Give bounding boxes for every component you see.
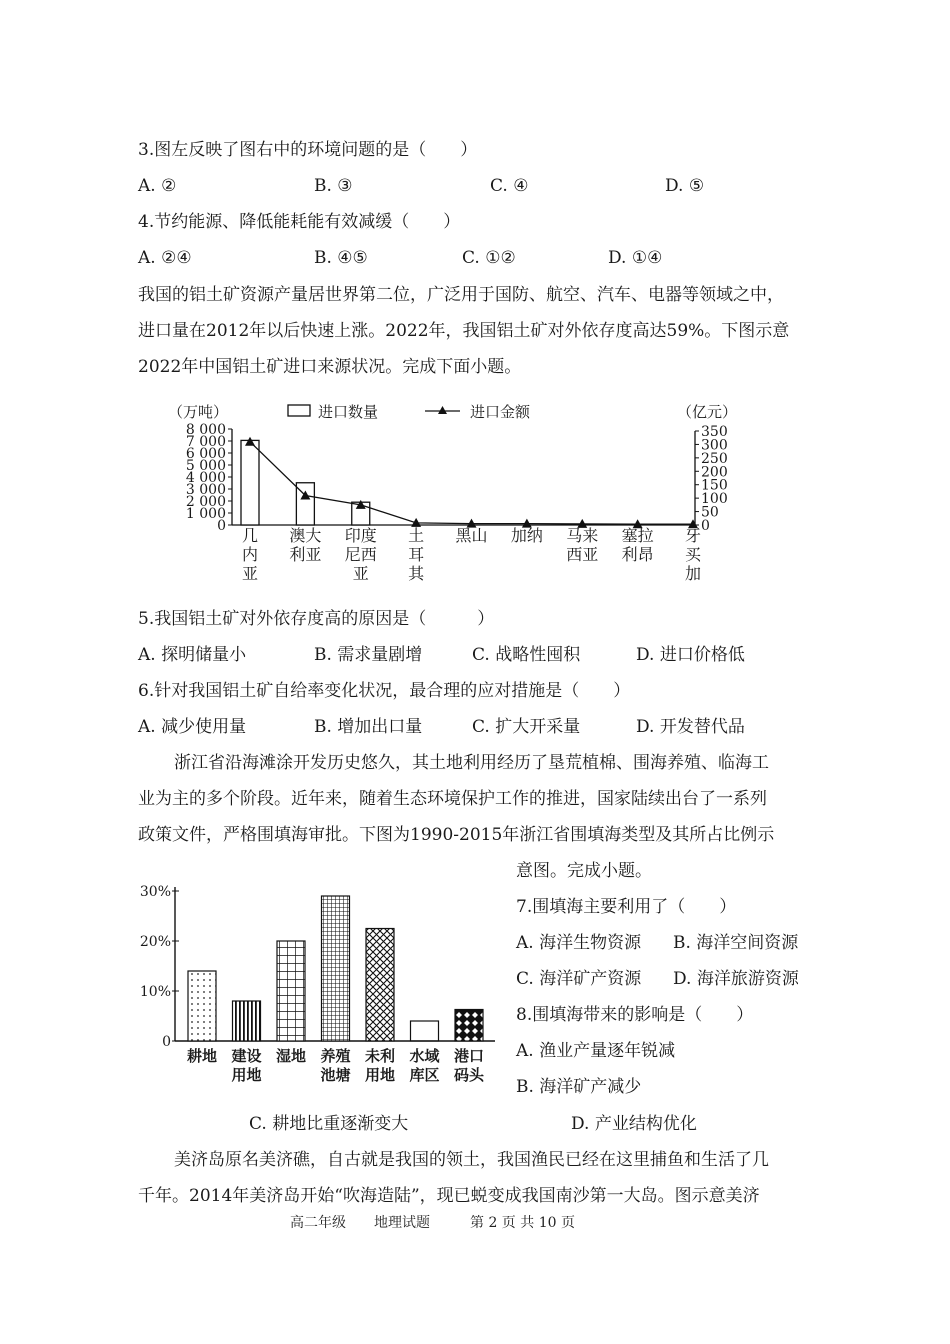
q7-stem: 7.围填海主要利用了（ ） xyxy=(516,897,737,917)
passage-meiji-line-2: 千年。2014年美济岛开始“吹海造陆”，现已蜕变成我国南沙第一大岛。图示意美济 xyxy=(138,1186,760,1206)
right-axis-unit: （亿元） xyxy=(677,403,738,421)
q8-option-a[interactable]: A. 渔业产量逐年锐减 xyxy=(516,1041,676,1061)
category-label: 用地 xyxy=(364,1066,396,1084)
right-tick-label: 250 xyxy=(701,450,728,467)
category-label: 印度 xyxy=(344,526,377,545)
y-tick-label: 10% xyxy=(139,984,171,1000)
q3-stem: 3.图左反映了图右中的环境问题的是（ ） xyxy=(138,140,478,160)
category-label: 其 xyxy=(408,564,425,583)
passage-bauxite-line-3: 2022年中国铝土矿进口来源状况。完成下面小题。 xyxy=(138,357,522,377)
y-tick-label: 30% xyxy=(139,884,171,900)
left-tick-label: 0 xyxy=(217,518,226,534)
category-label: 塞拉 xyxy=(621,526,654,545)
left-tick-label: 1 000 xyxy=(185,506,226,522)
q5-option-a[interactable]: A. 探明储量小 xyxy=(138,645,247,665)
q5-option-b[interactable]: B. 需求量剧增 xyxy=(314,645,423,665)
footer-subject: 地理试题 xyxy=(374,1215,430,1231)
quantity-bar xyxy=(241,440,259,525)
category-label: 湿地 xyxy=(275,1047,307,1065)
right-tick-label: 100 xyxy=(701,491,728,508)
category-label: 亚 xyxy=(352,564,369,583)
bauxite-import-chart xyxy=(160,395,760,590)
q4-stem: 4.节约能源、降低能耗能有效减缓（ ） xyxy=(138,212,461,232)
reclamation-type-chart xyxy=(135,875,500,1090)
category-label: 马来 xyxy=(566,526,599,545)
legend-amount-label: 进口金额 xyxy=(470,403,531,421)
q6-option-d[interactable]: D. 开发替代品 xyxy=(636,717,745,737)
y-tick-label: 0 xyxy=(162,1034,171,1050)
q7-option-d[interactable]: D. 海洋旅游资源 xyxy=(673,969,799,989)
category-label: 池塘 xyxy=(320,1066,351,1084)
category-bar xyxy=(233,1001,261,1041)
q3-option-a[interactable]: A. ② xyxy=(138,176,177,196)
category-label: 水域 xyxy=(409,1047,440,1065)
category-label: 码头 xyxy=(453,1066,485,1084)
category-label: 耳 xyxy=(408,545,425,564)
passage-bauxite-line-2: 进口量在2012年以后快速上涨。2022年，我国铝土矿对外依存度高达59%。下图示意 xyxy=(138,321,790,341)
left-tick-label: 8 000 xyxy=(185,422,226,438)
category-label: 利昂 xyxy=(621,545,654,564)
category-bar xyxy=(366,929,394,1042)
right-tick-label: 0 xyxy=(701,518,710,534)
q4-option-d[interactable]: D. ①④ xyxy=(608,248,663,268)
category-label: 建设 xyxy=(231,1047,262,1065)
q7-option-a[interactable]: A. 海洋生物资源 xyxy=(516,933,642,953)
category-label: 西亚 xyxy=(566,545,599,564)
q5-option-d[interactable]: D. 进口价格低 xyxy=(636,645,745,665)
q4-option-a[interactable]: A. ②④ xyxy=(138,248,192,268)
left-tick-label: 5 000 xyxy=(185,458,226,474)
left-tick-label: 4 000 xyxy=(185,470,226,486)
category-label: 耕地 xyxy=(186,1047,218,1065)
amount-line xyxy=(250,442,693,524)
passage-bauxite-line-1: 我国的铝土矿资源产量居世界第二位，广泛用于国防、航空、汽车、电器等领域之中， xyxy=(138,285,784,305)
right-tick-label: 300 xyxy=(701,437,728,454)
q3-option-b[interactable]: B. ③ xyxy=(314,176,353,196)
category-label: 用地 xyxy=(231,1066,262,1084)
passage-zhejiang-line-4: 意图。完成小题。 xyxy=(516,861,652,881)
category-label: 黑山 xyxy=(455,526,488,545)
q6-option-c[interactable]: C. 扩大开采量 xyxy=(472,717,581,737)
category-label: 买 xyxy=(684,545,702,564)
q8-stem: 8.围填海带来的影响是（ ） xyxy=(516,1005,754,1025)
category-bar xyxy=(188,971,216,1041)
y-tick-label: 20% xyxy=(139,934,171,950)
q6-option-b[interactable]: B. 增加出口量 xyxy=(314,717,423,737)
category-label: 内 xyxy=(241,545,259,564)
q5-option-c[interactable]: C. 战略性囤积 xyxy=(472,645,581,665)
q8-option-b[interactable]: B. 海洋矿产减少 xyxy=(516,1077,642,1097)
left-axis-unit: （万吨） xyxy=(168,403,229,421)
q7-option-c[interactable]: C. 海洋矿产资源 xyxy=(516,969,642,989)
right-tick-label: 350 xyxy=(701,424,728,440)
footer-page: 第 2 页 共 10 页 xyxy=(470,1215,575,1231)
category-label: 几 xyxy=(241,526,259,545)
category-bar xyxy=(455,1010,483,1042)
category-label: 未利 xyxy=(364,1047,396,1065)
category-label: 牙 xyxy=(684,526,702,545)
category-label: 尼西 xyxy=(344,545,377,564)
category-label: 港口 xyxy=(453,1047,485,1065)
q6-option-a[interactable]: A. 减少使用量 xyxy=(138,717,247,737)
left-tick-label: 6 000 xyxy=(185,446,226,462)
left-tick-label: 7 000 xyxy=(185,434,226,450)
passage-zhejiang-line-2: 业为主的多个阶段。近年来，随着生态环境保护工作的推进，国家陆续出台了一系列 xyxy=(138,789,767,809)
q8-option-c[interactable]: C. 耕地比重逐渐变大 xyxy=(249,1114,409,1134)
category-label: 库区 xyxy=(409,1066,440,1084)
q4-option-b[interactable]: B. ④⑤ xyxy=(314,248,368,268)
category-bar xyxy=(411,1021,439,1041)
category-label: 土 xyxy=(408,526,425,545)
q3-option-d[interactable]: D. ⑤ xyxy=(665,176,705,196)
category-bar xyxy=(322,896,350,1041)
q4-option-c[interactable]: C. ①② xyxy=(462,248,516,268)
category-label: 加 xyxy=(684,564,702,583)
category-label: 加纳 xyxy=(510,526,543,545)
legend-quantity-label: 进口数量 xyxy=(318,403,379,421)
legend-quantity-swatch xyxy=(288,405,310,416)
footer-grade: 高二年级 xyxy=(290,1215,346,1231)
right-tick-label: 50 xyxy=(701,504,719,521)
category-label: 澳大 xyxy=(289,526,322,545)
left-tick-label: 3 000 xyxy=(185,482,226,498)
left-tick-label: 2 000 xyxy=(185,494,226,510)
q3-option-c[interactable]: C. ④ xyxy=(490,176,529,196)
category-label: 养殖 xyxy=(320,1047,351,1065)
right-tick-label: 150 xyxy=(701,477,728,494)
q8-option-d[interactable]: D. 产业结构优化 xyxy=(571,1114,697,1134)
q5-stem: 5.我国铝土矿对外依存度高的原因是（ ） xyxy=(138,609,495,629)
category-bar xyxy=(277,941,305,1041)
category-label: 亚 xyxy=(241,564,259,583)
right-tick-label: 200 xyxy=(701,464,728,481)
q7-option-b[interactable]: B. 海洋空间资源 xyxy=(673,933,799,953)
passage-meiji-line-1: 美济岛原名美济礁，自古就是我国的领土，我国渔民已经在这里捕鱼和生活了几 xyxy=(174,1150,769,1170)
legend-amount-marker xyxy=(438,406,447,414)
q6-stem: 6.针对我国铝土矿自给率变化状况，最合理的应对措施是（ ） xyxy=(138,681,631,701)
category-label: 利亚 xyxy=(289,545,322,564)
passage-zhejiang-line-3: 政策文件，严格围填海审批。下图为1990-2015年浙江省围填海类型及其所占比例示 xyxy=(138,825,775,845)
passage-zhejiang-line-1: 浙江省沿海滩涂开发历史悠久，其土地利用经历了垦荒植棉、围海养殖、临海工 xyxy=(174,753,769,773)
